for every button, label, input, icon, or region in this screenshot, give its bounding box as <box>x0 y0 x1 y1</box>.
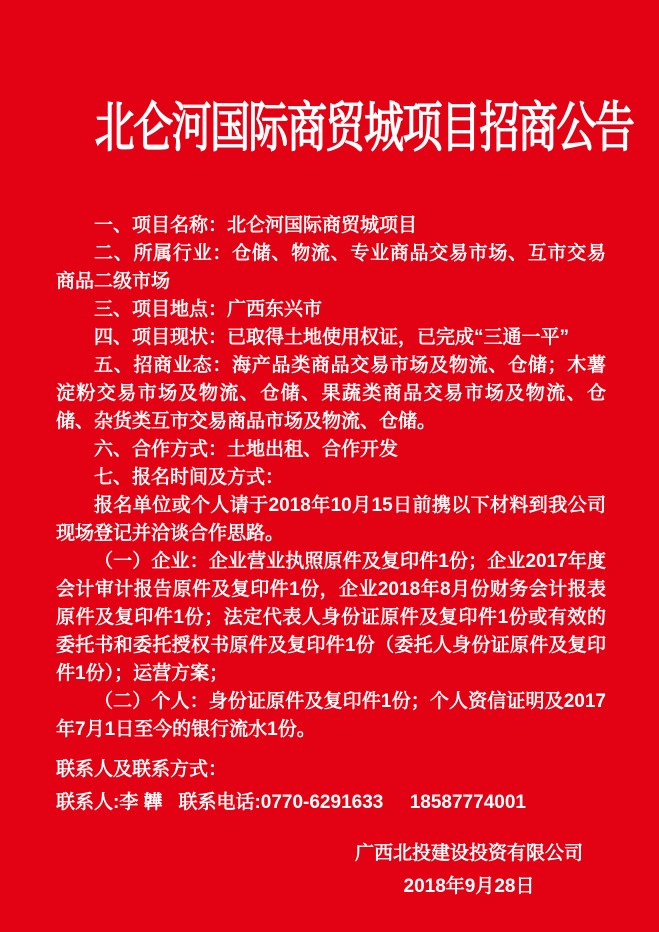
body-paragraph-project-name: 一、项目名称：北仑河国际商贸城项目 <box>94 215 418 236</box>
poster-title-wrap <box>0 0 659 160</box>
signature-date: 2018年9月28日 <box>403 876 535 897</box>
contact-detail: 联系人:李 韡 联系电话:0770-6291633 18587774001 <box>56 792 526 813</box>
body-paragraph-individual-materials: （二）个人：身份证原件及复印件1份；个人资信证明及2017年7月1日至今的银行流水1份。 <box>56 691 606 740</box>
body-paragraph-cooperation-mode: 六、合作方式：土地出租、合作开发 <box>94 439 399 460</box>
body-paragraph-status: 四、项目现状：已取得土地使用权证，已完成“三通一平” <box>94 327 570 348</box>
contact-heading: 联系人及联系方式： <box>56 759 228 780</box>
signature-section <box>319 841 619 900</box>
body-paragraph-registration-intro: 报名单位或个人请于2018年10月15日前携以下材料到我公司现场登记并洽谈合作思路。 <box>56 495 606 544</box>
signature-company: 广西北投建设投资有限公司 <box>354 843 583 864</box>
body-paragraph-enterprise-materials: （一）企业：企业营业执照原件及复印件1份；企业2017年度会计审计报告原件及复印件1份，企业2018年8月份财务会计报表原件及复印件1份；法定代表人身份证原件及复印件1份或有效的委托书和委托授权书原件及复印件1份（委托人身份证原件及复印件1份）；运营方案； <box>56 551 606 684</box>
contact-section <box>56 756 659 817</box>
body-paragraph-industry: 二、所属行业：仓储、物流、专业商品交易市场、互市交易商品二级市场 <box>56 243 606 292</box>
body-paragraph-registration-heading: 七、报名时间及方式： <box>94 467 285 488</box>
poster-title: 北仑河国际商贸城项目招商公告 <box>94 95 634 159</box>
announcement-body <box>56 212 606 744</box>
body-paragraph-location: 三、项目地点：广西东兴市 <box>94 299 323 320</box>
body-paragraph-business-scope: 五、招商业态：海产品类商品交易市场及物流、仓储；木薯淀粉交易市场及物流、仓储、果蔬类商品交易市场及物流、仓储、杂货类互市交易商品市场及物流、仓储。 <box>56 355 606 432</box>
